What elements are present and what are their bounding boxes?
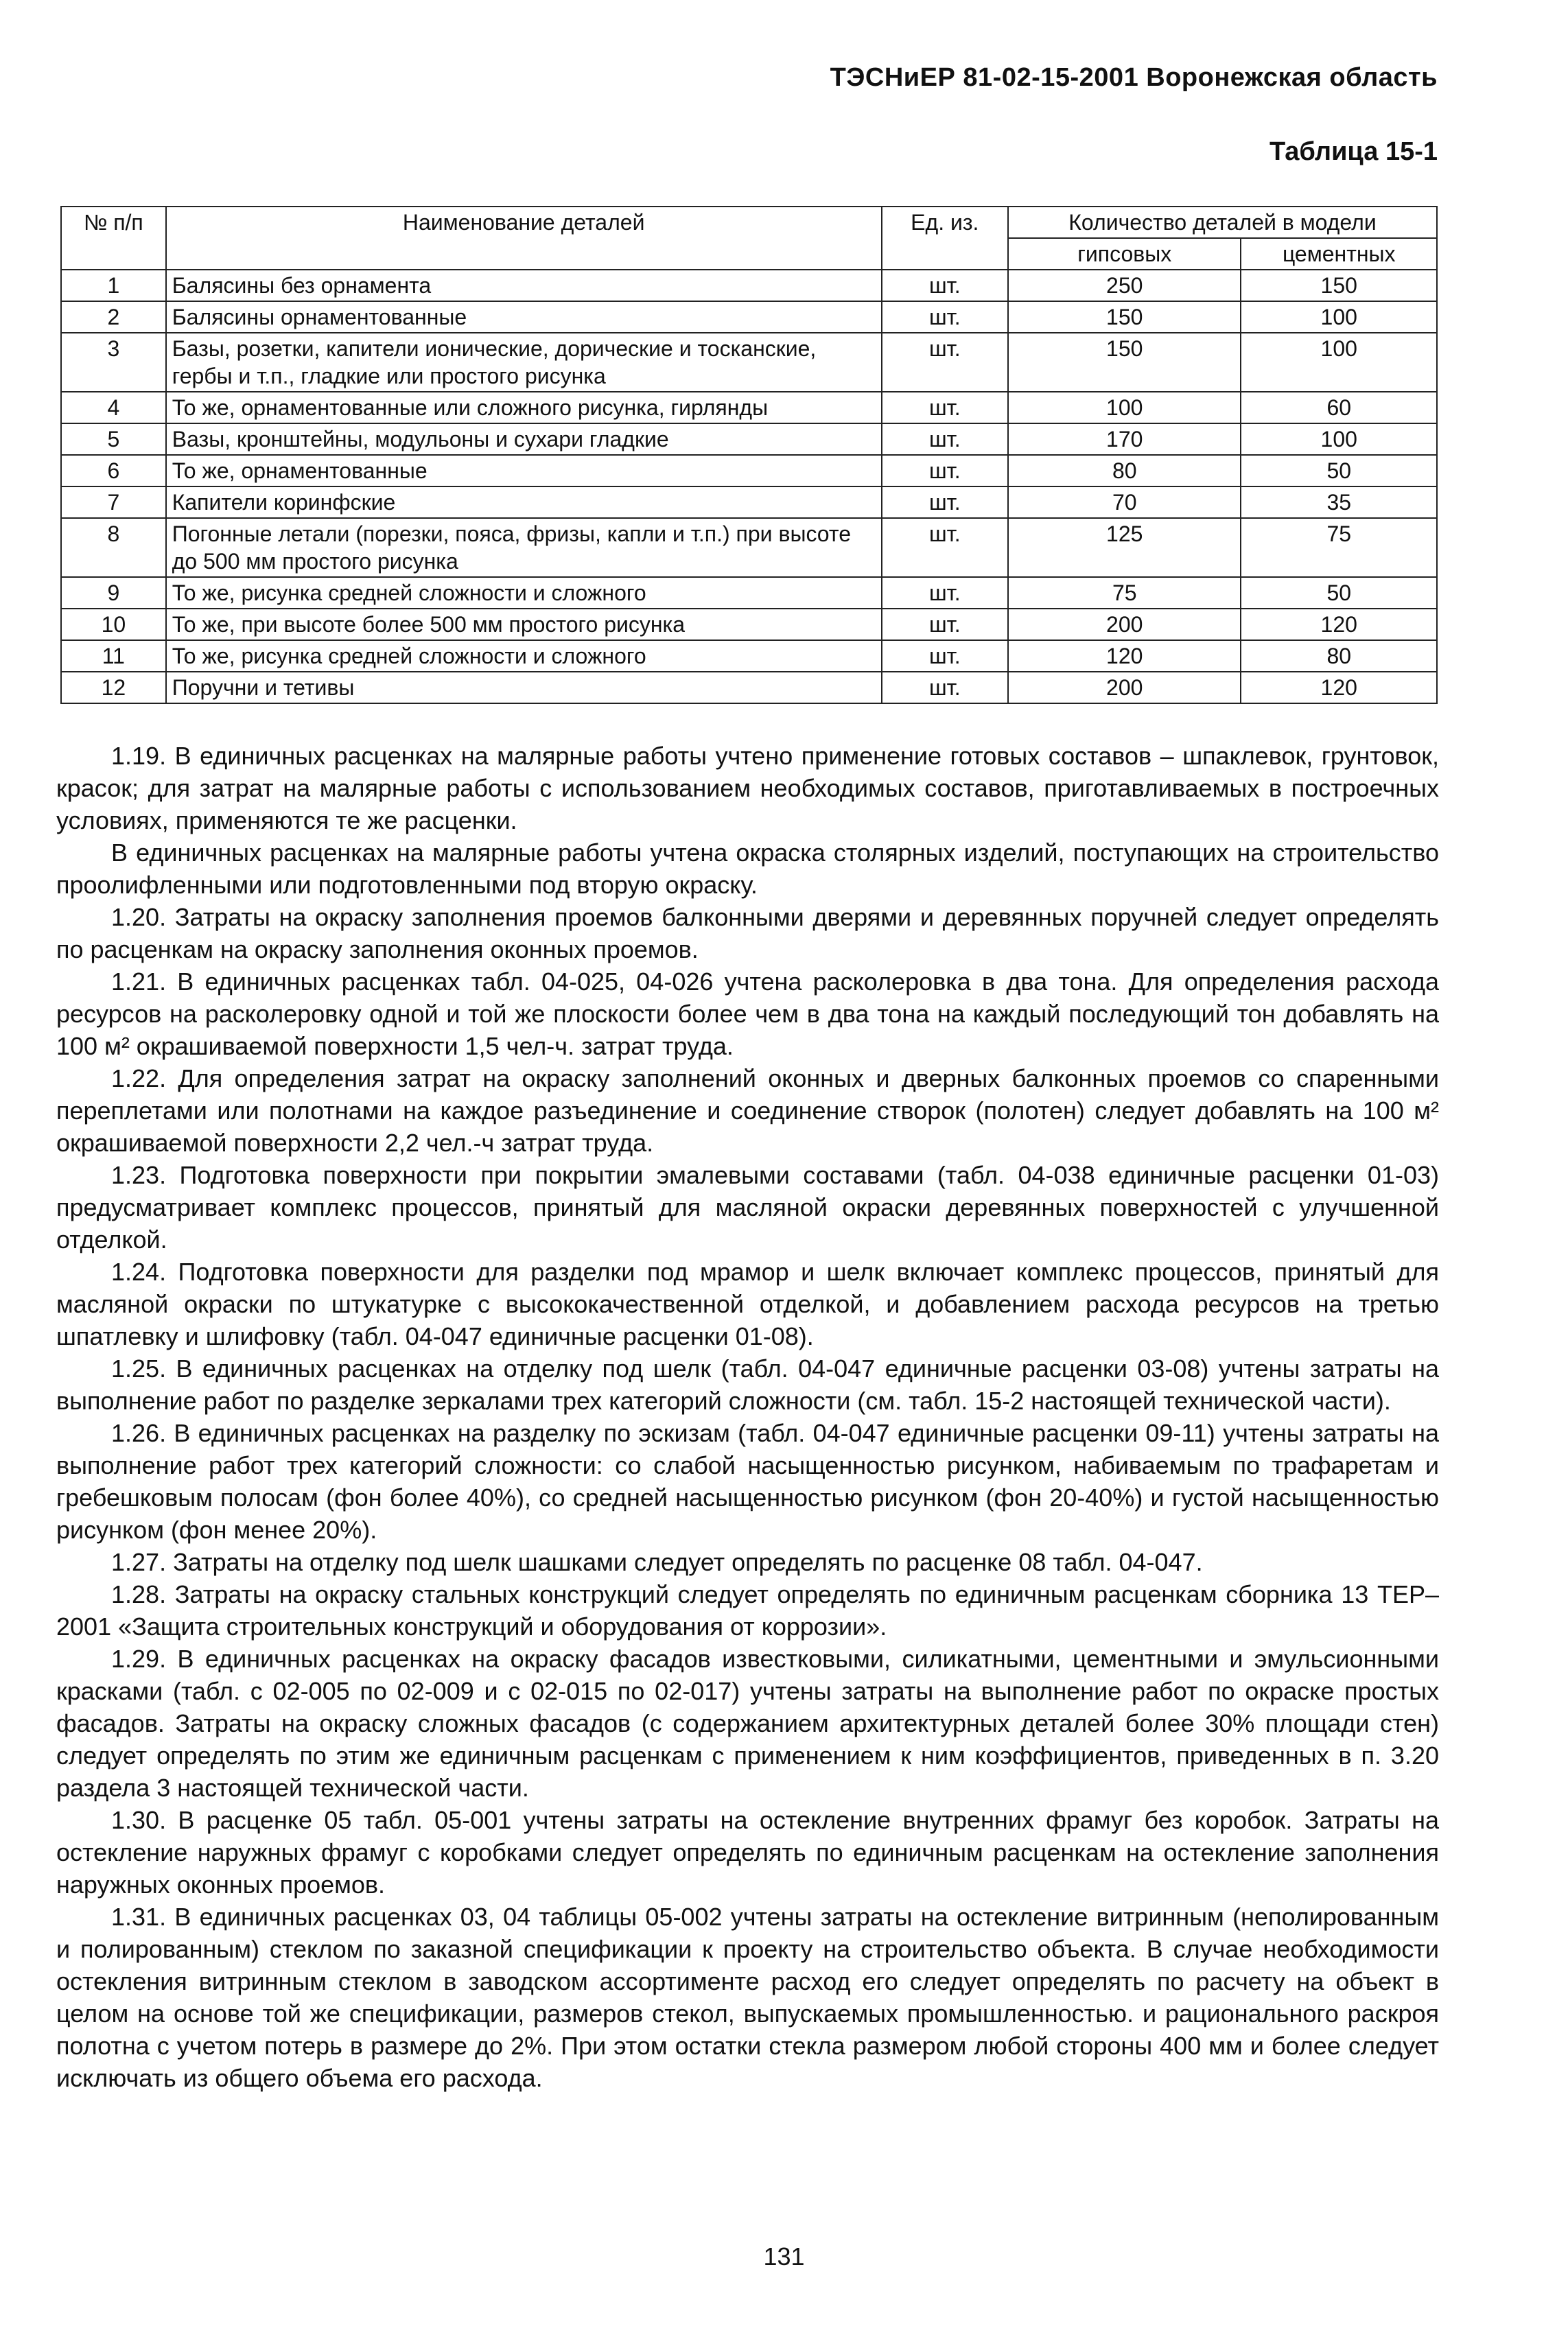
cell-name: Балясины без орнамента <box>166 270 882 301</box>
cell-name: Базы, розетки, капители ионические, дорические и тосканские, гербы и т.п., гладкие или простого рисунка <box>166 333 882 392</box>
table-row <box>61 486 1437 518</box>
header-cement: цементных <box>1241 238 1437 270</box>
cell-name: То же, рисунка средней сложности и сложного <box>166 640 882 672</box>
cell-unit: шт. <box>882 392 1008 423</box>
cell-gypsum: 75 <box>1008 577 1241 609</box>
cell-num: 11 <box>61 640 166 672</box>
cell-name: Поручни и тетивы <box>166 672 882 703</box>
paragraph: 1.25. В единичных расценках на отделку под шелк (табл. 04-047 единичные расценки 03-08) учтены затраты на выполнение работ по разделке зеркалами трех категорий сложности (см. табл. 15-2 настоящей технической части). <box>56 1354 1439 1415</box>
cell-cement: 150 <box>1241 270 1437 301</box>
cell-num: 12 <box>61 672 166 703</box>
cell-unit: шт. <box>882 672 1008 703</box>
cell-num: 3 <box>61 333 166 392</box>
cell-name: Погонные летали (порезки, пояса, фризы, капли и т.п.) при высоте до 500 мм простого рисунка <box>166 518 882 577</box>
cell-name: То же, орнаментованные <box>166 455 882 486</box>
cell-unit: шт. <box>882 333 1008 392</box>
cell-num: 8 <box>61 518 166 577</box>
cell-name: То же, орнаментованные или сложного рисунка, гирлянды <box>166 392 882 423</box>
body-text <box>56 740 1439 2094</box>
paragraph: 1.19. В единичных расценках на малярные работы учтено применение готовых составов – шпаклевок, грунтовок, красок; для затрат на малярные работы с использованием необходимых составов, приготавливаемых в построечных условиях, применяются те же расценки. <box>56 742 1439 834</box>
cell-name: То же, рисунка средней сложности и сложного <box>166 577 882 609</box>
page-number: 131 <box>763 2242 805 2271</box>
cell-num: 7 <box>61 486 166 518</box>
table-row <box>61 609 1437 640</box>
cell-cement: 120 <box>1241 609 1437 640</box>
table-row <box>61 270 1437 301</box>
paragraph: 1.20. Затраты на окраску заполнения проемов балконными дверями и деревянных поручней следует определять по расценкам на окраску заполнения оконных проемов. <box>56 903 1439 963</box>
cell-cement: 80 <box>1241 640 1437 672</box>
cell-unit: шт. <box>882 270 1008 301</box>
cell-gypsum: 70 <box>1008 486 1241 518</box>
header-unit: Ед. из. <box>882 207 1008 270</box>
cell-cement: 50 <box>1241 577 1437 609</box>
cell-unit: шт. <box>882 301 1008 333</box>
cell-num: 9 <box>61 577 166 609</box>
table-row <box>61 518 1437 577</box>
cell-cement: 50 <box>1241 455 1437 486</box>
cell-name: Вазы, кронштейны, модульоны и сухари гладкие <box>166 423 882 455</box>
cell-num: 10 <box>61 609 166 640</box>
cell-gypsum: 170 <box>1008 423 1241 455</box>
cell-name: Балясины орнаментованные <box>166 301 882 333</box>
table-row <box>61 392 1437 423</box>
cell-cement: 100 <box>1241 423 1437 455</box>
header-gypsum: гипсовых <box>1008 238 1241 270</box>
paragraph: 1.28. Затраты на окраску стальных конструкций следует определять по единичным расценкам сборника 13 ТЕР–2001 «Защита строительных конструкций и оборудования от коррозии». <box>56 1580 1439 1641</box>
table-row <box>61 672 1437 703</box>
table-row <box>61 423 1437 455</box>
cell-name: Капители коринфские <box>166 486 882 518</box>
table-row <box>61 640 1437 672</box>
cell-gypsum: 200 <box>1008 672 1241 703</box>
cell-unit: шт. <box>882 640 1008 672</box>
cell-cement: 75 <box>1241 518 1437 577</box>
table-row <box>61 301 1437 333</box>
cell-unit: шт. <box>882 609 1008 640</box>
paragraph: 1.22. Для определения затрат на окраску заполнений оконных и дверных балконных проемов со спаренными переплетами или полотнами на каждое разъединение и соединение створок (полотен) следует добавлять на 100 м² окрашиваемой поверхности 2,2 чел.-ч затрат труда. <box>56 1064 1439 1157</box>
cell-cement: 100 <box>1241 333 1437 392</box>
cell-cement: 35 <box>1241 486 1437 518</box>
paragraph: 1.31. В единичных расценках 03, 04 таблицы 05-002 учтены затраты на остекление витринным (неполированным и полированным) стеклом по заказной спецификации к проекту на строительство объекта. В случае необходимости остекления витринным стеклом в заводском ассортименте расход его следует определять по расчету на объект в целом на основе той же спецификации, размеров стекол, выпускаемых промышленностью. и рационального раскроя полотна с учетом потерь в размере до 2%. При этом остатки стекла размером любой стороны 400 мм и более следует исключать из общего объема его расхода. <box>56 1903 1439 2092</box>
cell-unit: шт. <box>882 455 1008 486</box>
cell-name: То же, при высоте более 500 мм простого рисунка <box>166 609 882 640</box>
table-body <box>61 270 1437 703</box>
cell-unit: шт. <box>882 423 1008 455</box>
paragraph: 1.24. Подготовка поверхности для разделки под мрамор и шелк включает комплекс процессов, принятый для масляной окраски по штукатурке с высококачественной отделкой, и добавлением расхода ресурсов на третью шпатлевку и шлифовку (табл. 04-047 единичные расценки 01-08). <box>56 1258 1439 1350</box>
cell-cement: 100 <box>1241 301 1437 333</box>
paragraph: 1.30. В расценке 05 табл. 05-001 учтены затраты на остекление внутренних фрамуг без коробок. Затраты на остекление наружных фрамуг с коробками следует определять по единичным расценкам на остекление заполнения наружных оконных проемов. <box>56 1806 1439 1899</box>
cell-unit: шт. <box>882 486 1008 518</box>
paragraph: 1.23. Подготовка поверхности при покрытии эмалевыми составами (табл. 04-038 единичные расценки 01-03) предусматривает комплекс процессов, принятый для масляной окраски деревянных поверхностей с улучшенной отделкой. <box>56 1161 1439 1254</box>
cell-gypsum: 125 <box>1008 518 1241 577</box>
cell-gypsum: 200 <box>1008 609 1241 640</box>
cell-gypsum: 150 <box>1008 301 1241 333</box>
header-count-group: Количество деталей в модели <box>1008 207 1437 238</box>
cell-num: 1 <box>61 270 166 301</box>
cell-unit: шт. <box>882 518 1008 577</box>
cell-num: 4 <box>61 392 166 423</box>
cell-num: 5 <box>61 423 166 455</box>
document-title: ТЭСНиЕР 81-02-15-2001 Воронежская область <box>830 63 1438 92</box>
header-num: № п/п <box>61 207 166 270</box>
cell-gypsum: 120 <box>1008 640 1241 672</box>
table-header-row <box>61 207 1437 238</box>
cell-gypsum: 150 <box>1008 333 1241 392</box>
cell-cement: 60 <box>1241 392 1437 423</box>
table-caption: Таблица 15-1 <box>1269 137 1438 166</box>
paragraph: 1.27. Затраты на отделку под шелк шашками следует определять по расценке 08 табл. 04-047. <box>111 1548 1203 1576</box>
cell-num: 2 <box>61 301 166 333</box>
table-row <box>61 577 1437 609</box>
paragraph: 1.29. В единичных расценках на окраску фасадов известковыми, силикатными, цементными и эмульсионными красками (табл. с 02-005 по 02-009 и с 02-015 по 02-017) учтены затраты на выполнение работ по окраске простых фасадов. Затраты на окраску сложных фасадов (с содержанием архитектурных деталей более 30% площади стен) следует определять по этим же единичным расценкам с применением к ним коэффициентов, приведенных в п. 3.20 раздела 3 настоящей технической части. <box>56 1645 1439 1802</box>
table-row <box>61 333 1437 392</box>
cell-num: 6 <box>61 455 166 486</box>
paragraph: В единичных расценках на малярные работы учтена окраска столярных изделий, поступающих на строительство проолифленными или подготовленными под вторую окраску. <box>56 838 1439 899</box>
cell-cement: 120 <box>1241 672 1437 703</box>
details-table <box>60 206 1438 704</box>
paragraph: 1.26. В единичных расценках на разделку по эскизам (табл. 04-047 единичные расценки 09-11) учтены затраты на выполнение работ трех категорий сложности: со слабой насыщенностью рисунком, набиваемым по трафаретам и гребешковым полосам (фон более 40%), со средней насыщенностью рисунком (фон 20-40%) и густой насыщенностью рисунком (фон менее 20%). <box>56 1419 1439 1544</box>
header-name: Наименование деталей <box>166 207 882 270</box>
cell-unit: шт. <box>882 577 1008 609</box>
table-row <box>61 455 1437 486</box>
paragraph: 1.21. В единичных расценках табл. 04-025, 04-026 учтена расколеровка в два тона. Для определения расхода ресурсов на расколеровку одной и той же плоскости более чем в два тона на каждый последующий тон добавлять на 100 м² окрашиваемой поверхности 1,5 чел-ч. затрат труда. <box>56 967 1439 1060</box>
cell-gypsum: 80 <box>1008 455 1241 486</box>
cell-gypsum: 250 <box>1008 270 1241 301</box>
cell-gypsum: 100 <box>1008 392 1241 423</box>
